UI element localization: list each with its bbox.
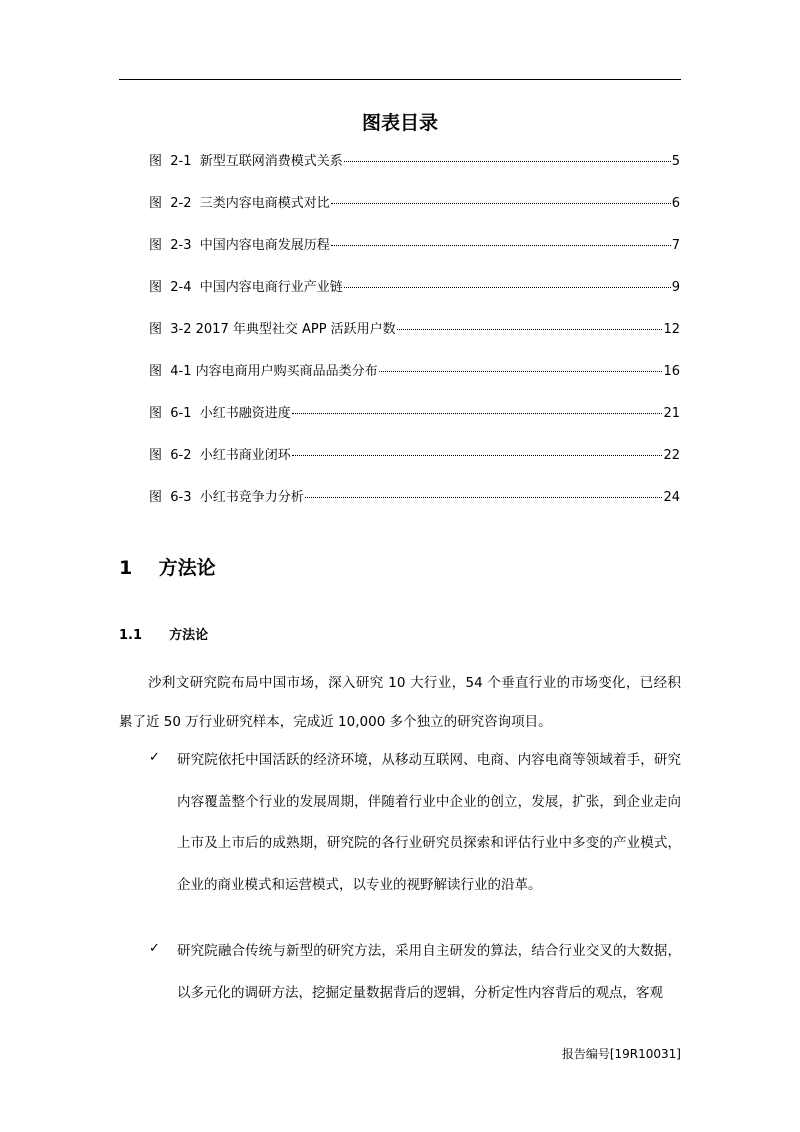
toc-item-page: 7 [671, 238, 680, 253]
bullet-paragraph: 研究院融合传统与新型的研究方法，采用自主研发的算法，结合行业交叉的大数据，以多元化的调研方法，挖掘定量数据背后的逻辑，分析定性内容背后的观点，客观 [177, 943, 681, 1001]
toc-item[interactable] [149, 234, 680, 276]
toc-item-label: 图 2-3 中国内容电商发展历程 [149, 238, 330, 253]
checkmark-icon: ✓ [149, 750, 160, 765]
toc-leader-dots [344, 161, 671, 162]
toc-item-page: 6 [671, 196, 680, 211]
checkmark-icon: ✓ [149, 941, 160, 956]
report-number: 报告编号[19R10031] [561, 1047, 681, 1061]
toc-item-label: 图 2-4 中国内容电商行业产业链 [149, 280, 343, 295]
toc-item-page: 22 [663, 448, 680, 463]
toc-item[interactable] [149, 192, 680, 234]
toc-item[interactable] [149, 150, 680, 192]
toc-item-label: 图 6-2 小红书商业闭环 [149, 448, 291, 463]
toc-item-label: 图 2-1 新型互联网消费模式关系 [149, 154, 343, 169]
toc-item-label: 图 6-3 小红书竞争力分析 [149, 490, 304, 505]
toc-item-label: 图 4-1 内容电商用户购买商品品类分布 [149, 364, 378, 379]
toc-leader-dots [397, 329, 663, 330]
toc-leader-dots [305, 497, 663, 498]
toc-item-page: 24 [663, 490, 680, 505]
toc-leader-dots [292, 455, 663, 456]
toc-leader-dots [331, 245, 671, 246]
toc-list [149, 150, 680, 528]
toc-item-page: 21 [663, 406, 680, 421]
toc-leader-dots [379, 371, 663, 372]
section-heading: 1 方法论 [119, 557, 216, 579]
toc-item-label: 图 6-1 小红书融资进度 [149, 406, 291, 421]
intro-paragraph: 沙利文研究院布局中国市场，深入研究 10 大行业，54 个垂直行业的市场变化，已经积累了近 50 万行业研究样本，完成近 10,000 多个独立的研究咨询项目。 [119, 675, 681, 730]
toc-item[interactable] [149, 402, 680, 444]
toc-item-page: 5 [671, 154, 680, 169]
toc-leader-dots [331, 203, 671, 204]
toc-leader-dots [292, 413, 663, 414]
toc-item-page: 12 [663, 322, 680, 337]
toc-item-page: 16 [663, 364, 680, 379]
toc-item-label: 图 2-2 三类内容电商模式对比 [149, 196, 330, 211]
toc-item[interactable] [149, 444, 680, 486]
toc-item[interactable] [149, 360, 680, 402]
toc-leader-dots [344, 287, 671, 288]
subsection-heading: 1.1 方法论 [119, 628, 209, 643]
bullet-paragraph: 研究院依托中国活跃的经济环境，从移动互联网、电商、内容电商等领域着手，研究内容覆盖整个行业的发展周期，伴随着行业中企业的创立，发展，扩张，到企业走向上市及上市后的成熟期，研究院的各行业研究员探索和评估行业中多变的产业模式，企业的商业模式和运营模式，以专业的视野解读行业的沿革。 [177, 752, 681, 893]
toc-item-label: 图 3-2 2017 年典型社交 APP 活跃用户数 [149, 322, 396, 337]
header-rule [119, 79, 681, 80]
toc-item[interactable] [149, 318, 680, 360]
toc-item[interactable] [149, 276, 680, 318]
toc-title: 图表目录 [361, 112, 438, 134]
toc-item[interactable] [149, 486, 680, 528]
toc-item-page: 9 [671, 280, 680, 295]
